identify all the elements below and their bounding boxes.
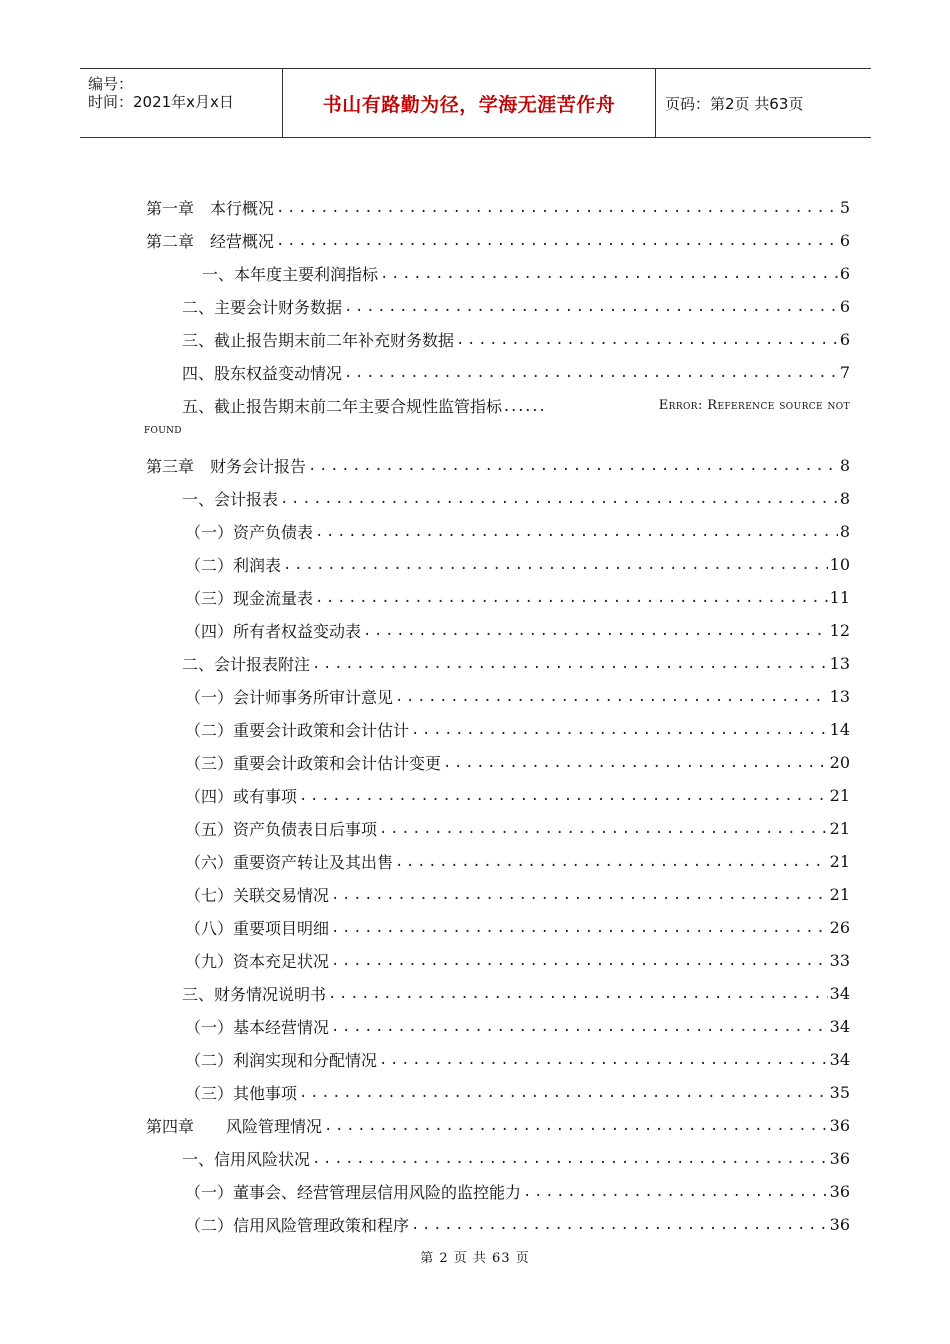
toc-leader-dots bbox=[411, 1217, 828, 1233]
toc-leader-dots bbox=[328, 986, 828, 1002]
toc-entry[interactable] bbox=[146, 944, 850, 977]
toc-entry-label: （四）或有事项 bbox=[185, 784, 299, 807]
toc-entry-page: 8 bbox=[839, 522, 850, 541]
toc-entry[interactable] bbox=[146, 878, 850, 911]
toc-entry-page: 10 bbox=[829, 555, 850, 574]
toc-leader-dots bbox=[276, 200, 838, 216]
toc-leader-dots bbox=[315, 590, 828, 606]
toc-entry-label: （一）会计师事务所审计意见 bbox=[185, 685, 395, 708]
toc-leader-dots bbox=[395, 854, 828, 870]
toc-entry[interactable] bbox=[146, 356, 850, 389]
toc-entry[interactable] bbox=[146, 482, 850, 515]
toc-entry-label: 三、财务情况说明书 bbox=[182, 982, 328, 1005]
toc-leader-dots bbox=[283, 557, 828, 573]
toc-entry-label: 第四章 风险管理情况 bbox=[146, 1114, 324, 1137]
toc-leader-dots bbox=[411, 722, 828, 738]
page-header bbox=[80, 68, 871, 138]
toc-entry-label: （六）重要资产转让及其出售 bbox=[185, 850, 395, 873]
toc-entry[interactable] bbox=[146, 1208, 850, 1241]
toc-entry-page: 26 bbox=[829, 918, 850, 937]
toc-entry[interactable] bbox=[146, 1109, 850, 1142]
toc-leader-dots bbox=[331, 887, 828, 903]
toc-entry-label: （一）基本经营情况 bbox=[185, 1015, 331, 1038]
toc-leader-dots bbox=[280, 491, 838, 507]
toc-entry-label: 一、会计报表 bbox=[182, 487, 280, 510]
toc-entry-label: 第一章 本行概况 bbox=[146, 196, 276, 219]
toc-entry-page: 36 bbox=[829, 1215, 850, 1234]
toc-entry[interactable] bbox=[146, 257, 850, 290]
header-page-info: 页码：第2页 共63页 bbox=[665, 94, 804, 113]
toc-entry-label: （四）所有者权益变动表 bbox=[185, 619, 363, 642]
toc-entry-page: 21 bbox=[829, 786, 850, 805]
toc-entry-label: （九）资本充足状况 bbox=[185, 949, 331, 972]
toc-leader-dots bbox=[276, 233, 838, 249]
toc-entry-page: 21 bbox=[829, 852, 850, 871]
toc-leader-dots bbox=[308, 458, 838, 474]
toc-entry-page: 8 bbox=[839, 489, 850, 508]
toc-entry-page: 34 bbox=[829, 984, 850, 1003]
toc-leader-dots bbox=[379, 821, 828, 837]
toc-leader-dots bbox=[299, 788, 828, 804]
toc-entry-page: 11 bbox=[829, 588, 850, 607]
toc-entry-page: 34 bbox=[829, 1017, 850, 1036]
toc-entry[interactable] bbox=[146, 911, 850, 944]
toc-leader-dots bbox=[456, 332, 838, 348]
toc-leader-dots bbox=[331, 920, 828, 936]
toc-leader-dots bbox=[363, 623, 828, 639]
toc-entry[interactable] bbox=[146, 1010, 850, 1043]
toc-entry[interactable] bbox=[146, 548, 850, 581]
toc-leader-dots bbox=[315, 524, 838, 540]
toc-entry-page: 7 bbox=[839, 363, 850, 382]
toc-entry-label: （五）资产负债表日后事项 bbox=[185, 817, 379, 840]
toc-entry[interactable] bbox=[146, 581, 850, 614]
toc-entry-label: 二、主要会计财务数据 bbox=[182, 295, 344, 318]
toc-entry-page: 13 bbox=[829, 654, 850, 673]
toc-entry-page: 14 bbox=[829, 720, 850, 739]
toc-entry-label: （三）现金流量表 bbox=[185, 586, 315, 609]
toc-leader-dots bbox=[312, 1151, 828, 1167]
toc-entry-label: 一、信用风险状况 bbox=[182, 1147, 312, 1170]
toc-leader-dots bbox=[331, 953, 828, 969]
toc-entry[interactable] bbox=[146, 290, 850, 323]
toc-entry-page: 5 bbox=[839, 198, 850, 217]
toc-entry[interactable] bbox=[146, 680, 850, 713]
toc-entry-label: （一）资产负债表 bbox=[185, 520, 315, 543]
toc-leader-dots bbox=[324, 1118, 828, 1134]
toc-entry[interactable] bbox=[146, 1175, 850, 1208]
toc-entry-page: 6 bbox=[839, 264, 850, 283]
toc-entry-label: （二）利润实现和分配情况 bbox=[185, 1048, 379, 1071]
toc-entry[interactable] bbox=[146, 977, 850, 1010]
serial-label: 编号： bbox=[88, 75, 134, 93]
table-of-contents bbox=[146, 191, 850, 1241]
toc-entry-label: 三、截止报告期末前二年补充财务数据 bbox=[182, 328, 456, 351]
toc-entry-page: 21 bbox=[829, 819, 850, 838]
toc-leader-dots bbox=[344, 365, 838, 381]
toc-entry-label: 四、股东权益变动情况 bbox=[182, 361, 344, 384]
toc-leader-dots bbox=[379, 1052, 828, 1068]
toc-entry[interactable] bbox=[146, 746, 850, 779]
toc-entry[interactable] bbox=[146, 191, 850, 224]
toc-entry-label: （二）信用风险管理政策和程序 bbox=[185, 1213, 411, 1236]
toc-entry[interactable] bbox=[146, 812, 850, 845]
toc-entry[interactable] bbox=[146, 1076, 850, 1109]
toc-entry[interactable] bbox=[146, 713, 850, 746]
toc-entry[interactable] bbox=[146, 323, 850, 356]
toc-entry-page: 34 bbox=[829, 1050, 850, 1069]
toc-entry-label: （一）董事会、经营管理层信用风险的监控能力 bbox=[185, 1180, 523, 1203]
header-motto: 书山有路勤为径，学海无涯苦作舟 bbox=[282, 69, 656, 137]
toc-leader-dots bbox=[380, 266, 838, 282]
toc-entry[interactable] bbox=[146, 614, 850, 647]
toc-entry[interactable] bbox=[146, 845, 850, 878]
toc-leader-dots bbox=[443, 755, 828, 771]
toc-entry-page: 36 bbox=[829, 1182, 850, 1201]
toc-leader-dots bbox=[523, 1184, 828, 1200]
toc-entry-page: 36 bbox=[829, 1116, 850, 1135]
toc-entry-page: 35 bbox=[829, 1083, 850, 1102]
toc-leader-dots bbox=[331, 1019, 828, 1035]
toc-entry-page: 13 bbox=[829, 687, 850, 706]
toc-entry-label: （八）重要项目明细 bbox=[185, 916, 331, 939]
toc-entry-label: （二）重要会计政策和会计估计 bbox=[185, 718, 411, 741]
toc-entry-label: 一、本年度主要利润指标 bbox=[202, 262, 380, 285]
toc-leader-dots bbox=[299, 1085, 828, 1101]
toc-entry[interactable] bbox=[146, 224, 850, 257]
page-footer: 第 2 页 共 63 页 bbox=[420, 1251, 530, 1266]
header-meta-cell bbox=[80, 69, 282, 137]
toc-entry-page: 21 bbox=[829, 885, 850, 904]
toc-entry-page: 8 bbox=[839, 456, 850, 475]
toc-entry-label: 五、截止报告期末前二年主要合规性监管指标 bbox=[182, 394, 504, 417]
toc-entry-label: （七）关联交易情况 bbox=[185, 883, 331, 906]
toc-entry-page: 6 bbox=[839, 330, 850, 349]
toc-leader-dots bbox=[344, 299, 838, 315]
reference-error-wrap: found bbox=[144, 422, 182, 437]
time-label: 时间：2021年x月x日 bbox=[88, 93, 234, 111]
toc-entry-page: 36 bbox=[829, 1149, 850, 1168]
toc-entry-label: 二、会计报表附注 bbox=[182, 652, 312, 675]
toc-entry-error[interactable] bbox=[146, 389, 850, 422]
toc-entry-page: 6 bbox=[839, 231, 850, 250]
toc-entry-label: 第二章 经营概况 bbox=[146, 229, 276, 252]
toc-leader-dots bbox=[395, 689, 828, 705]
toc-entry[interactable] bbox=[146, 515, 850, 548]
toc-entry-page: 12 bbox=[829, 621, 850, 640]
toc-entry[interactable] bbox=[146, 449, 850, 482]
toc-entry-page: 6 bbox=[839, 297, 850, 316]
toc-entry-label: （三）其他事项 bbox=[185, 1081, 299, 1104]
toc-entry-page: 20 bbox=[829, 753, 850, 772]
toc-entry[interactable] bbox=[146, 1043, 850, 1076]
toc-entry-dots: ...... bbox=[504, 396, 547, 415]
toc-entry[interactable] bbox=[146, 779, 850, 812]
toc-entry-label: 第三章 财务会计报告 bbox=[146, 454, 308, 477]
toc-entry-label: （三）重要会计政策和会计估计变更 bbox=[185, 751, 443, 774]
toc-entry[interactable] bbox=[146, 647, 850, 680]
toc-entry[interactable] bbox=[146, 1142, 850, 1175]
toc-entry-page: 33 bbox=[829, 951, 850, 970]
toc-leader-dots bbox=[312, 656, 828, 672]
reference-error-text: Error: Reference source not bbox=[658, 398, 850, 413]
toc-entry-label: （二）利润表 bbox=[185, 553, 283, 576]
